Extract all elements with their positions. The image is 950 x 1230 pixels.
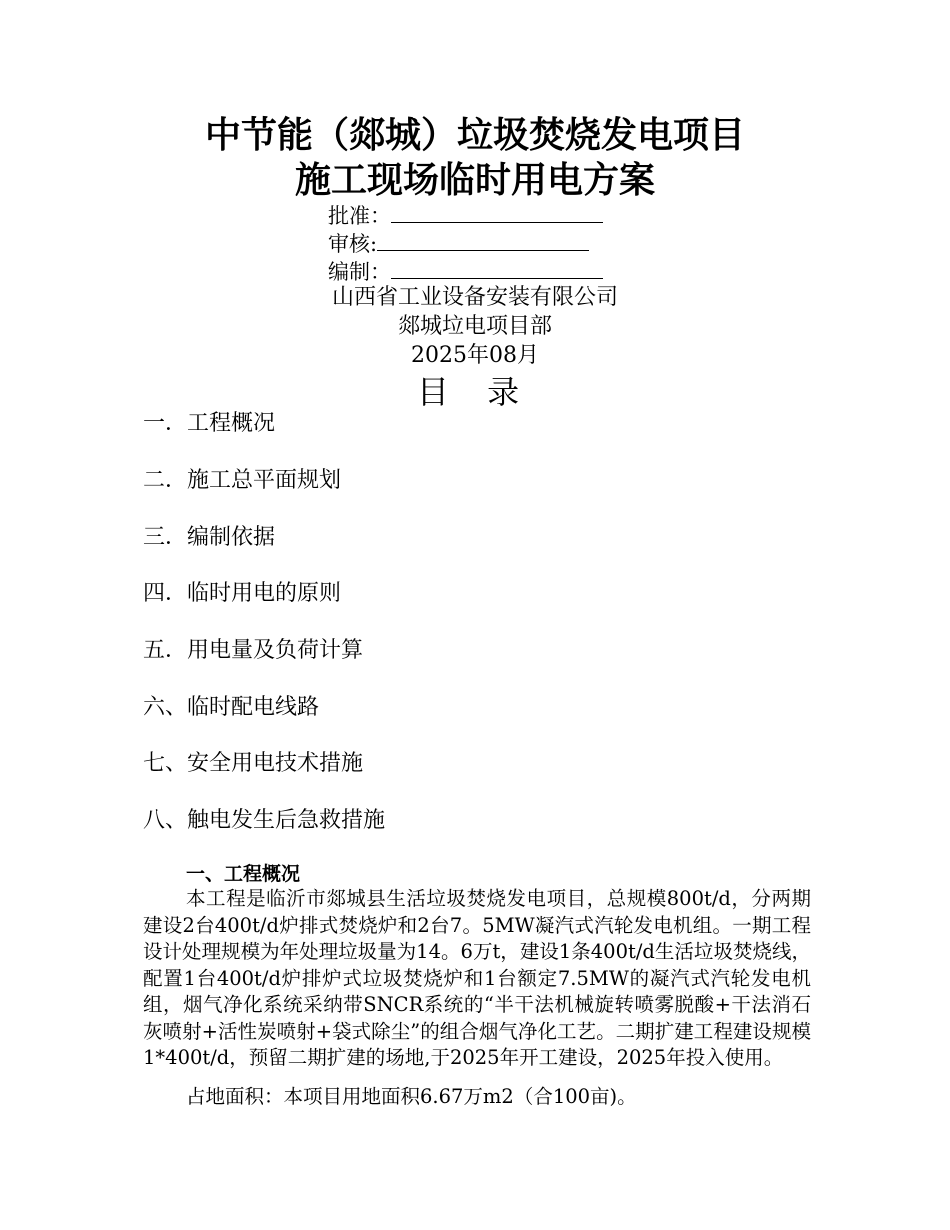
toc-item: 六、临时配电线路 (143, 695, 320, 720)
approve-field (328, 200, 603, 230)
review-signature-line (377, 228, 589, 251)
toc-item: 三．编制依据 (143, 525, 276, 550)
document-title-line2: 施工现场临时用电方案 (294, 160, 655, 201)
section-heading: 一、工程概况 (186, 863, 301, 885)
approve-label: 批准： (328, 204, 391, 228)
toc-item: 七、安全用电技术措施 (143, 751, 364, 776)
toc-item: 一．工程概况 (143, 411, 276, 436)
approve-signature-line (391, 200, 603, 223)
compile-field (328, 256, 603, 286)
review-field (328, 228, 589, 258)
department-name: 郯城垃电项目部 (397, 314, 552, 339)
company-name: 山西省工业设备安装有限公司 (331, 285, 618, 310)
toc-title: 目 录 (416, 373, 534, 411)
toc-item: 八、触电发生后急救措施 (143, 808, 386, 833)
toc-item: 二．施工总平面规划 (143, 468, 342, 493)
section-paragraph: 占地面积：本项目用地面积6.67万m2（合100亩)。 (186, 1085, 637, 1108)
review-label: 审核: (328, 232, 378, 256)
toc-item: 四．临时用电的原则 (143, 581, 342, 606)
compile-label: 编制： (328, 260, 391, 284)
toc-item: 五．用电量及负荷计算 (143, 638, 364, 663)
compile-signature-line (391, 256, 603, 279)
document-date: 2025年08月 (411, 343, 539, 368)
section-paragraph: 本工程是临沂市郯城县生活垃圾焚烧发电项目，总规模800t/d，分两期建设2台400t/d炉排式焚烧炉和2台7。5MW凝汽式汽轮发电机组。一期工程设计处理规模为年处理垃圾量为14。6万t，建设1条400t/d生活垃圾焚烧线，配置1台400t/d炉排炉式垃圾焚烧炉和1台额定7.5MW的凝汽式汽轮发电机组，烟气净化系统采纳带SNCR系统的“半干法机械旋转喷雾脱酸+干法消石灰喷射+活性炭喷射+袋式除尘”的组合烟气净化工艺。二期扩建工程建设规模1*400t/d，预留二期扩建的场地,于2025年开工建设，2025年投入使用。 (143, 887, 811, 1069)
document-title-line1: 中节能（郯城）垃圾焚烧发电项目 (204, 115, 745, 156)
